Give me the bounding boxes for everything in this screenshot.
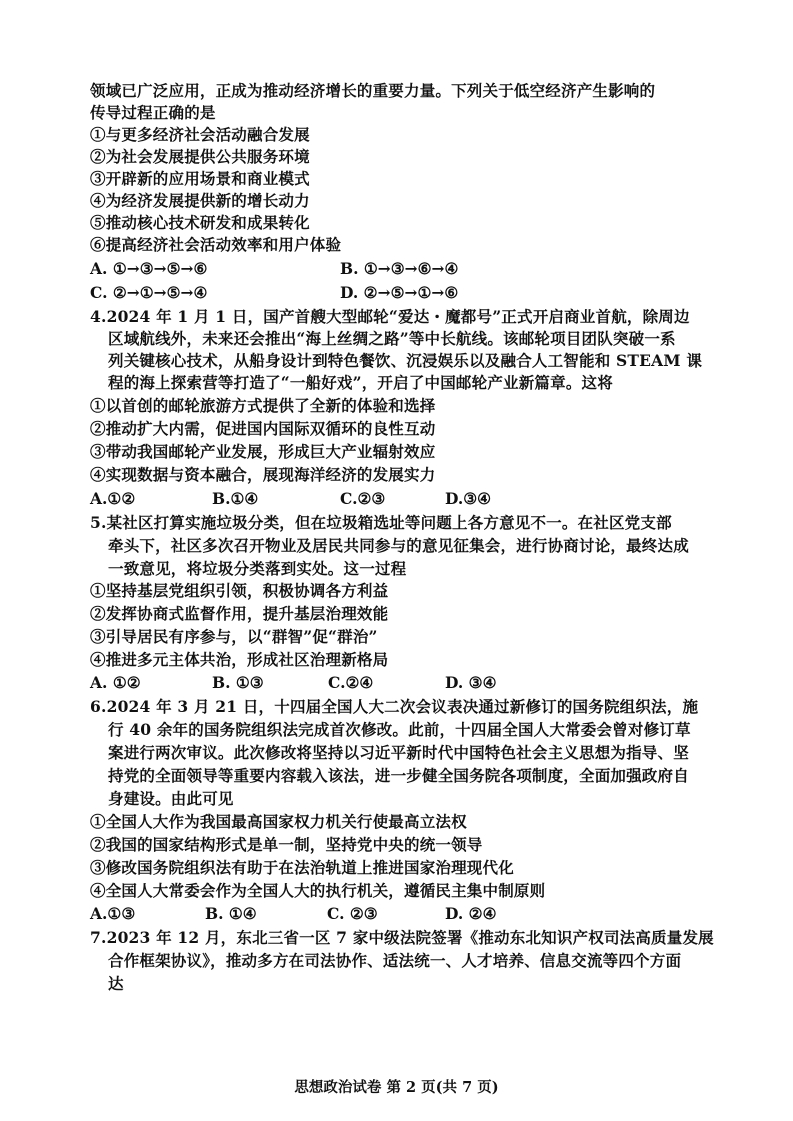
q3-stem-line: 传导过程正确的是: [90, 103, 216, 122]
q5-item: ①坚持基层党组织引领，积极协调各方利益: [90, 581, 389, 600]
q5-item: ④推进多元主体共治，形成社区治理新格局: [90, 650, 389, 669]
q6-item: ②我国的国家结构形式是单一制，坚持党中央的统一领导: [90, 835, 483, 854]
q6-stem-line: 案进行两次审议。此次修改将坚持以习近平新时代中国特色社会主义思想为指导、坚: [108, 743, 689, 762]
q3-item: ①与更多经济社会活动融合发展: [90, 125, 310, 144]
q3-item: ④为经济发展提供新的增长动力: [90, 191, 310, 210]
q3-option-c: C. ②→①→⑤→④: [90, 283, 208, 302]
q6-stem-line: 6.2024 年 3 月 21 日，十四届全国人大二次会议表决通过新修订的国务院组织法，施: [90, 697, 699, 716]
q6-item: ①全国人大作为我国最高国家权力机关行使最高立法权: [90, 812, 467, 831]
q4-item: ④实现数据与资本融合，展现海洋经济的发展实力: [90, 465, 436, 484]
q5-stem-line: 牵头下，社区多次召开物业及居民共同参与的意见征集会，进行协商讨论，最终达成: [108, 536, 689, 555]
q5-option-c: C.②④: [328, 673, 374, 692]
page-footer: 思想政治试卷 第 2 页(共 7 页): [294, 1079, 499, 1096]
q6-item: ④全国人大常委会作为全国人大的执行机关，遵循民主集中制原则: [90, 881, 546, 900]
q5-item: ③引导居民有序参与，以“群智”促“群治”: [90, 627, 378, 646]
q6-item: ③修改国务院组织法有助于在法治轨道上推进国家治理现代化: [90, 858, 514, 877]
q4-item: ②推动扩大内需，促进国内国际双循环的良性互动: [90, 419, 436, 438]
q3-item: ②为社会发展提供公共服务环境: [90, 147, 310, 166]
q4-option-c: C.②③: [340, 489, 386, 508]
q3-item: ③开辟新的应用场景和商业模式: [90, 169, 310, 188]
q3-option-a: A. ①→③→⑤→⑥: [90, 259, 208, 278]
q6-stem-line: 持党的全面领导等重要内容载入该法，进一步健全国务院各项制度，全面加强政府自: [108, 766, 689, 785]
q6-option-c: C. ②③: [327, 904, 378, 923]
q4-option-a: A.①②: [90, 489, 136, 508]
q3-option-d: D. ②→⑤→①→⑥: [340, 283, 459, 302]
q6-stem-line: 身建设。由此可见: [108, 789, 234, 808]
q3-stem-line: 领域已广泛应用，正成为推动经济增长的重要力量。下列关于低空经济产生影响的: [90, 81, 656, 100]
q3-item: ⑥提高经济社会活动效率和用户体验: [90, 235, 342, 254]
q5-option-b: B. ①③: [212, 673, 264, 692]
q6-stem-line: 行 40 余年的国务院组织法完成首次修改。此前，十四届全国人大常委会曾对修订草: [108, 720, 691, 739]
q7-stem-line: 合作框架协议》，推动多方在司法协作、适法统一、人才培养、信息交流等四个方面: [108, 951, 682, 970]
q3-option-b: B. ①→③→⑥→④: [340, 259, 459, 278]
q4-option-d: D.③④: [445, 489, 492, 508]
q6-option-b: B. ①④: [205, 904, 257, 923]
q5-stem-line: 一致意见，将垃圾分类落到实处。这一过程: [108, 559, 407, 578]
q7-stem-line: 7.2023 年 12 月，东北三省一区 7 家中级法院签署《推动东北知识产权司法高质量发展: [90, 928, 714, 947]
q4-stem-line: 4.2024 年 1 月 1 日，国产首艘大型邮轮“爱达・魔都号”正式开启商业首航，除周边: [90, 307, 690, 326]
q3-item: ⑤推动核心技术研发和成果转化: [90, 213, 310, 232]
q4-stem-line: 列关键核心技术，从船身设计到特色餐饮、沉浸娱乐以及融合人工智能和 STEAM 课: [108, 351, 703, 370]
q7-stem-line: 达: [108, 974, 124, 993]
q4-option-b: B.①④: [212, 489, 259, 508]
q5-stem-line: 5.某社区打算实施垃圾分类，但在垃圾箱选址等问题上各方意见不一。在社区党支部: [90, 513, 672, 532]
q5-option-a: A. ①②: [90, 673, 141, 692]
q4-item: ①以首创的邮轮旅游方式提供了全新的体验和选择: [90, 396, 436, 415]
q4-stem-line: 程的海上探索营等打造了“一船好戏”，开启了中国邮轮产业新篇章。这将: [108, 373, 613, 392]
q6-option-d: D. ②④: [445, 904, 497, 923]
q5-option-d: D. ③④: [445, 673, 497, 692]
q4-stem-line: 区域航线外，未来还会推出“海上丝绸之路”等中长航线。该邮轮项目团队突破一系: [108, 329, 676, 348]
q6-option-a: A.①③: [90, 904, 136, 923]
q5-item: ②发挥协商式监督作用，提升基层治理效能: [90, 604, 389, 623]
q4-item: ③带动我国邮轮产业发展，形成巨大产业辐射效应: [90, 442, 436, 461]
